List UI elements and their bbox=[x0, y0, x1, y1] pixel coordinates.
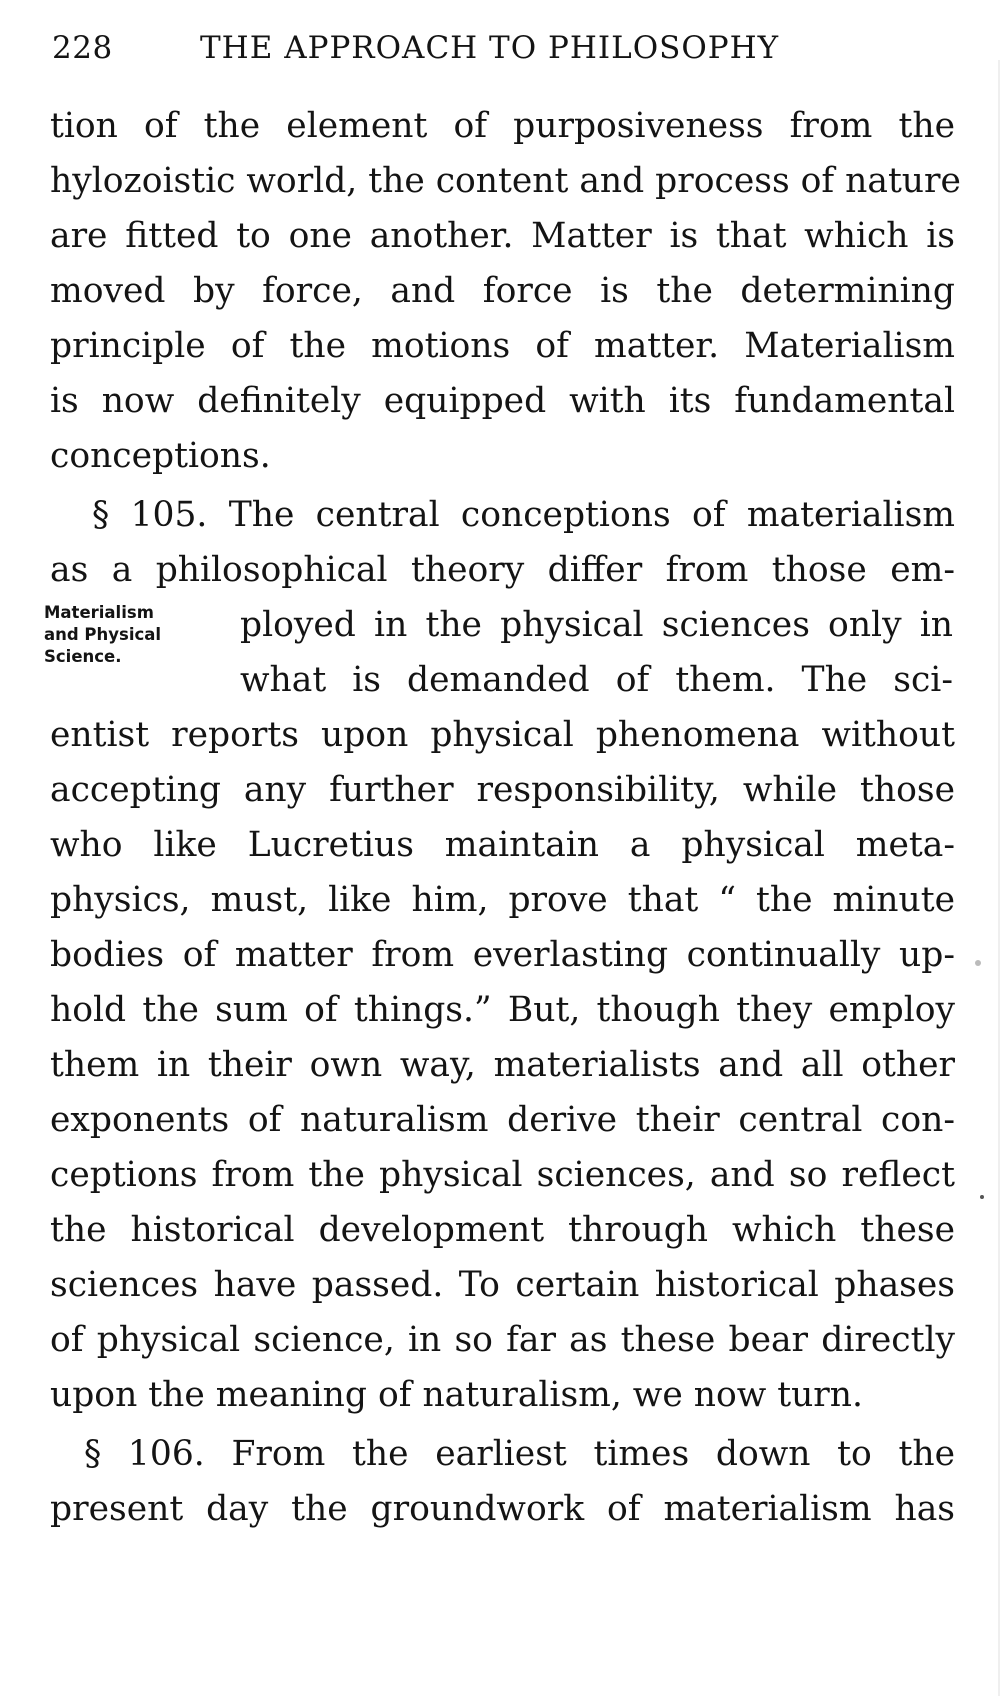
body-line: hylozoistic world, the content and process of nature bbox=[50, 161, 961, 201]
body-line: them in their own way, materialists and all other bbox=[50, 1045, 955, 1085]
section-105-first-line: § 105. The central conceptions of materialism bbox=[92, 495, 955, 535]
body-line: principle of the motions of matter. Materialism bbox=[50, 326, 955, 366]
body-line: physics, must, like him, prove that “ the minute bbox=[50, 880, 955, 920]
margin-note-line: Materialism bbox=[44, 603, 154, 622]
margin-note-line: and Physical bbox=[44, 625, 162, 644]
body-line: accepting any further responsibility, while those bbox=[50, 770, 955, 810]
section-106-first-line: § 106. From the earliest times down to the bbox=[84, 1434, 955, 1474]
body-line: entist reports upon physical phenomena without bbox=[50, 715, 955, 755]
body-line: sciences have passed. To certain historical phases bbox=[50, 1265, 955, 1305]
page-header bbox=[52, 30, 872, 70]
running-title: THE APPROACH TO PHILOSOPHY bbox=[200, 30, 780, 66]
print-speck bbox=[975, 960, 981, 966]
body-line: the historical development through which these bbox=[50, 1210, 955, 1250]
margin-note bbox=[44, 602, 234, 668]
body-line: what is demanded of them. The sci- bbox=[240, 660, 953, 700]
page-number: 228 bbox=[52, 30, 113, 66]
body-line: is now definitely equipped with its fundamental bbox=[50, 381, 955, 421]
body-line: of physical science, in so far as these bear directly bbox=[50, 1320, 955, 1360]
body-line: bodies of matter from everlasting continually up- bbox=[50, 935, 955, 975]
body-line: present day the groundwork of materialism has bbox=[50, 1489, 955, 1529]
body-line: as a philosophical theory differ from those em- bbox=[50, 550, 955, 590]
body-line: ceptions from the physical sciences, and so reflect bbox=[50, 1155, 955, 1195]
body-line: are fitted to one another. Matter is that which is bbox=[50, 216, 955, 256]
body-line: hold the sum of things.” But, though they employ bbox=[50, 990, 955, 1030]
body-line: ployed in the physical sciences only in bbox=[240, 605, 953, 645]
print-speck bbox=[980, 1195, 984, 1199]
body-line: conceptions. bbox=[50, 436, 271, 476]
body-line: tion of the element of purposiveness from the bbox=[50, 106, 955, 146]
body-line: who like Lucretius maintain a physical meta- bbox=[50, 825, 955, 865]
body-line: moved by force, and force is the determining bbox=[50, 271, 955, 311]
body-line: upon the meaning of naturalism, we now turn. bbox=[50, 1375, 863, 1415]
margin-note-line: Science. bbox=[44, 647, 122, 666]
body-line: exponents of naturalism derive their central con- bbox=[50, 1100, 955, 1140]
